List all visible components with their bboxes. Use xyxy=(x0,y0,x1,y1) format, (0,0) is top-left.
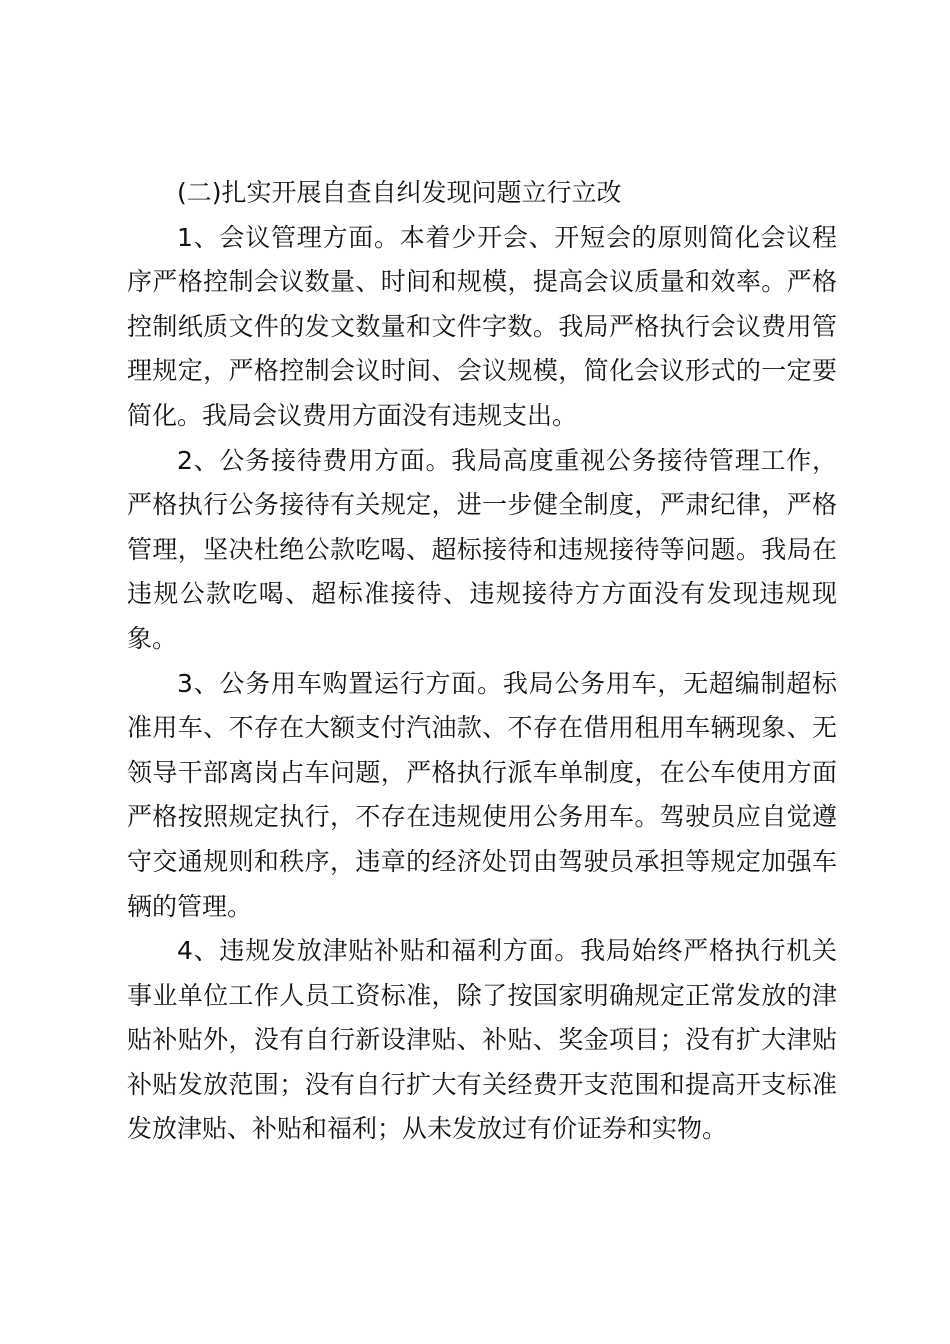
paragraph-allowances-benefits: 4、违规发放津贴补贴和福利方面。我局始终严格执行机关事业单位工作人员工资标准，除了按国家明确规定正常发放的津贴补贴外，没有自行新设津贴、补贴、奖金项目；没有扩大津贴补贴发放范围；没有自行扩大有关经费开支范围和提高开支标准发放津贴、补贴和福利；从未发放过有价证券和实物。 xyxy=(127,936,837,1144)
paragraph-meeting-management: 1、会议管理方面。本着少开会、开短会的原则简化会议程序严格控制会议数量、时间和规模，提高会议质量和效率。严格控制纸质文件的发文数量和文件字数。我局严格执行会议费用管理规定，严格控制会议时间、会议规模，简化会议形式的一定要简化。我局会议费用方面没有违规支出。 xyxy=(127,222,837,430)
section-heading: (二)扎实开展自查自纠发现问题立行立改 xyxy=(177,178,622,207)
paragraph-official-vehicles: 3、公务用车购置运行方面。我局公务用车，无超编制超标准用车、不存在大额支付汽油款、不存在借用租用车辆现象、无领导干部离岗占车问题，严格执行派车单制度，在公车使用方面严格按照规定执行，不存在违规使用公务用车。驾驶员应自觉遵守交通规则和秩序，违章的经济处罚由驾驶员承担等规定加强车辆的管理。 xyxy=(127,668,837,921)
document-body xyxy=(127,171,837,1152)
paragraph-official-reception: 2、公务接待费用方面。我局高度重视公务接待管理工作，严格执行公务接待有关规定，进一步健全制度，严肃纪律，严格管理，坚决杜绝公款吃喝、超标接待和违规接待等问题。我局在违规公款吃喝、超标准接待、违规接待方方面没有发现违规现象。 xyxy=(127,445,837,653)
